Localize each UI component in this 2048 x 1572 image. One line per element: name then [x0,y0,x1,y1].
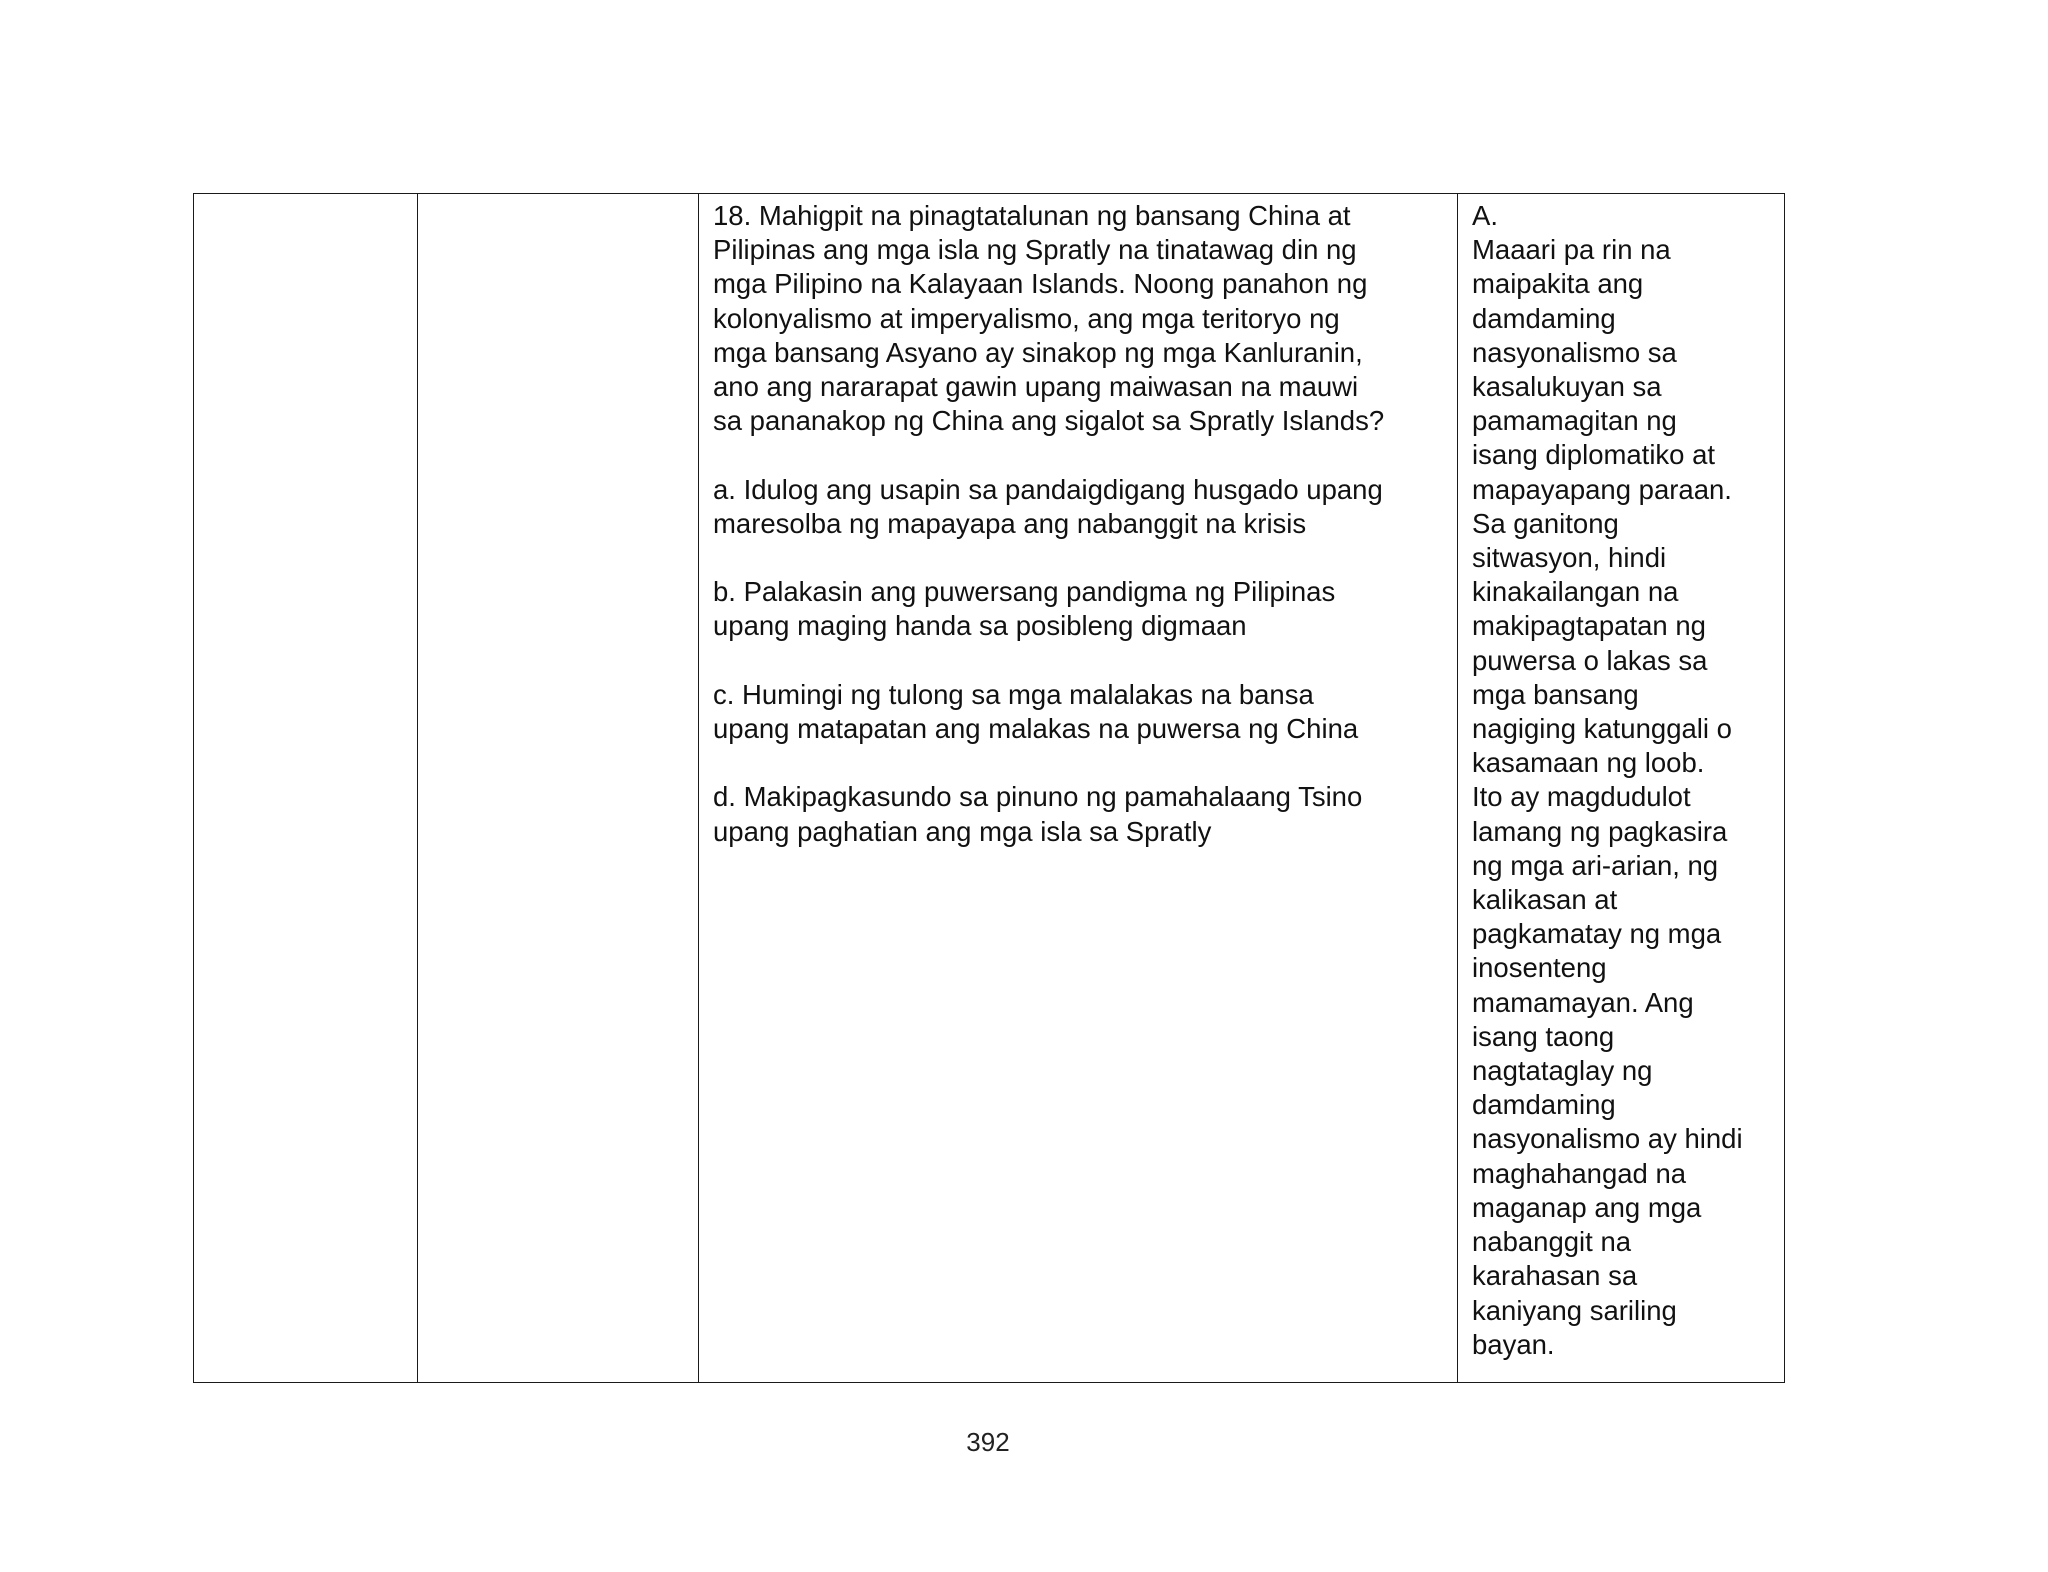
choice-line: upang maging handa sa posibleng digmaan [713,610,1247,642]
explanation-line: maganap ang mga [1472,1191,1702,1223]
stem-line: ano ang nararapat gawin upang maiwasan na mauwi [713,371,1359,403]
stem-line: Pilipinas ang mga isla ng Spratly na tinatawag din ng [713,234,1357,266]
explanation-line: karahasan sa [1472,1260,1638,1292]
choice-line: c. Humingi ng tulong sa mga malalakas na bansa [713,678,1314,710]
choice-line: maresolba ng mapayapa ang nabanggit na krisis [713,507,1307,539]
explanation-line: makipagtapatan ng [1472,610,1706,642]
explanation-line: Ito ay magdudulot [1472,781,1691,813]
explanation-line: Maaari pa rin na [1472,234,1671,266]
question-block [699,194,1457,849]
answer-block [1458,194,1784,1362]
explanation-line: nasyonalismo ay hindi [1472,1123,1743,1155]
choice-c [713,678,1443,746]
answer-key: A. [1472,200,1498,231]
choice-line: upang paghatian ang mga isla sa Spratly [713,815,1212,847]
empty-cell-2 [418,194,699,1383]
choice-line: upang matapatan ang malakas na puwersa ng China [713,713,1359,744]
explanation-line: kalikasan at [1472,884,1618,916]
explanation-line: maipakita ang [1472,268,1644,300]
stem-line: mga Pilipino na Kalayaan Islands. Noong panahon ng [713,268,1368,300]
choice-a [713,473,1443,541]
lesson-table [193,193,1785,1383]
question-stem [713,199,1443,438]
explanation-line: nasyonalismo sa [1472,336,1677,368]
explanation-line: mapayapang paraan. [1472,473,1732,505]
explanation-line: nagtataglay ng [1472,1055,1653,1087]
explanation-line: kinakailangan na [1472,576,1679,608]
choice-line: a. Idulog ang usapin sa pandaigdigang husgado upang [713,473,1383,505]
answer-cell [1458,194,1785,1383]
explanation-line: isang taong [1472,1020,1615,1052]
choice-d [713,780,1443,848]
explanation-line: lamang ng pagkasira [1472,815,1728,847]
choice-line: d. Makipagkasundo sa pinuno ng pamahalaang Tsino [713,781,1363,813]
explanation-line: bayan. [1472,1328,1555,1360]
choice-line: b. Palakasin ang puwersang pandigma ng Pilipinas [713,576,1336,608]
explanation-line: kasalukuyan sa [1472,371,1662,403]
empty-cell-1 [194,194,418,1383]
stem-line: 18. Mahigpit na pinagtatalunan ng bansang China at [713,200,1351,231]
explanation-line: ng mga ari-arian, ng [1472,849,1719,881]
explanation-line: maghahangad na [1472,1157,1687,1189]
explanation-line: pagkamatay ng mga [1472,918,1722,950]
page-number: 392 [966,1427,1010,1457]
explanation-line: damdaming [1472,302,1616,334]
stem-line: mga bansang Asyano ay sinakop ng mga Kanluranin, [713,336,1363,368]
explanation-line: nabanggit na [1472,1226,1632,1258]
stem-line: kolonyalismo at imperyalismo, ang mga teritoryo ng [713,302,1340,334]
stem-line: sa pananakop ng China ang sigalot sa Spratly Islands? [713,405,1385,437]
explanation-line: sitwasyon, hindi [1472,542,1667,574]
choice-b [713,575,1443,643]
explanation-line: kaniyang sariling [1472,1294,1677,1326]
question-cell [699,194,1458,1383]
explanation-line: Sa ganitong [1472,507,1619,539]
explanation-line: nagiging katunggali o [1472,713,1732,745]
explanation-line: puwersa o lakas sa [1472,644,1708,676]
explanation-line: inosenteng [1472,952,1607,984]
explanation-line: pamamagitan ng [1472,405,1677,437]
explanation-line: kasamaan ng loob. [1472,747,1705,779]
explanation-line: damdaming [1472,1089,1616,1121]
explanation-line: mamamayan. Ang [1472,986,1694,1018]
answer-explanation [1472,233,1774,1362]
explanation-line: mga bansang [1472,678,1639,710]
explanation-line: isang diplomatiko at [1472,439,1716,471]
table-row [194,194,1785,1383]
